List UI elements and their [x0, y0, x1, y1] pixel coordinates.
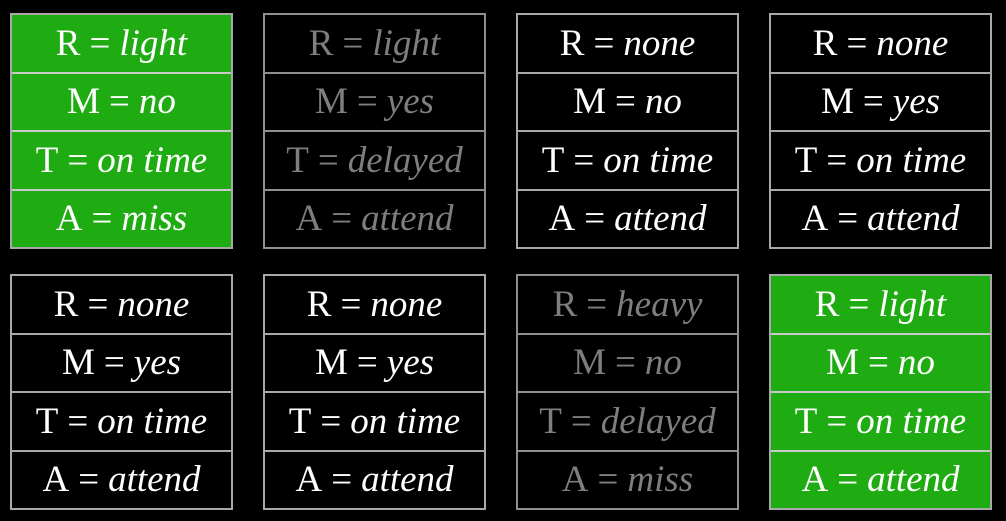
world-card-8 — [769, 274, 992, 510]
variable-value: miss — [627, 459, 694, 501]
equals-sign: = — [67, 400, 89, 442]
variable-label: T — [541, 139, 565, 181]
variable-label: M — [826, 342, 860, 384]
variable-value: light — [878, 283, 947, 325]
world-card-7 — [516, 274, 739, 510]
variable-value: on time — [97, 139, 208, 181]
variable-value: attend — [867, 198, 960, 240]
variable-value: heavy — [616, 283, 703, 325]
variable-label: T — [286, 139, 309, 181]
variable-value: on time — [97, 400, 208, 442]
variable-label: A — [55, 198, 83, 240]
assignment-row-r — [771, 15, 990, 72]
variable-label: T — [539, 400, 562, 442]
variable-value: none — [623, 22, 696, 64]
equals-sign: = — [586, 283, 608, 325]
assignment-row-a — [518, 450, 737, 509]
assignment-row-a — [265, 450, 484, 509]
variable-value: attend — [867, 459, 960, 501]
variable-label: A — [801, 198, 829, 240]
equals-sign: = — [837, 198, 859, 240]
variable-label: A — [42, 459, 70, 501]
variable-label: T — [794, 139, 818, 181]
variable-label: R — [559, 22, 585, 64]
variable-value: attend — [361, 459, 454, 501]
variable-value: no — [644, 342, 682, 384]
variable-label: M — [314, 342, 348, 384]
equals-sign: = — [109, 81, 130, 123]
equals-sign: = — [342, 22, 364, 64]
assignment-row-t — [12, 391, 231, 450]
equals-sign: = — [356, 342, 378, 384]
equals-sign: = — [584, 198, 606, 240]
assignment-row-t — [265, 391, 484, 450]
equals-sign: = — [826, 139, 848, 181]
variable-label: R — [306, 283, 332, 325]
equals-sign: = — [67, 139, 89, 181]
variable-label: R — [814, 283, 840, 325]
assignment-row-r — [12, 15, 231, 72]
variable-label: M — [67, 81, 101, 123]
variable-value: light — [119, 22, 188, 64]
equals-sign: = — [593, 22, 615, 64]
variable-label: R — [552, 283, 578, 325]
equals-sign: = — [573, 139, 595, 181]
assignment-row-a — [771, 450, 990, 509]
variable-value: attend — [361, 198, 454, 240]
world-card-3 — [516, 13, 739, 249]
world-card-1 — [10, 13, 233, 249]
assignment-row-r — [265, 276, 484, 333]
assignment-row-m — [518, 72, 737, 131]
equals-sign: = — [570, 400, 592, 442]
variable-label: A — [801, 459, 829, 501]
equals-sign: = — [597, 459, 619, 501]
variable-value: no — [897, 342, 935, 384]
world-card-5 — [10, 274, 233, 510]
variable-label: T — [288, 400, 312, 442]
variable-label: R — [55, 22, 81, 64]
variable-label: M — [61, 342, 95, 384]
variable-label: A — [295, 198, 323, 240]
equals-sign: = — [837, 459, 859, 501]
variable-value: on time — [856, 400, 967, 442]
assignment-row-m — [518, 333, 737, 392]
variable-label: R — [308, 22, 334, 64]
assignment-row-r — [518, 15, 737, 72]
assignment-row-a — [518, 189, 737, 248]
variable-label: M — [573, 81, 607, 123]
assignment-row-t — [518, 391, 737, 450]
equals-sign: = — [846, 22, 868, 64]
variable-value: none — [876, 22, 949, 64]
equals-sign: = — [331, 459, 353, 501]
assignment-row-r — [771, 276, 990, 333]
assignment-row-m — [12, 72, 231, 131]
assignment-row-a — [12, 189, 231, 248]
variable-value: yes — [133, 342, 182, 384]
equals-sign: = — [320, 400, 342, 442]
equals-sign: = — [317, 139, 339, 181]
assignment-row-r — [12, 276, 231, 333]
equals-sign: = — [78, 459, 100, 501]
equals-sign: = — [331, 198, 353, 240]
variable-value: on time — [856, 139, 967, 181]
assignment-row-m — [265, 72, 484, 131]
variable-value: on time — [350, 400, 461, 442]
variable-value: yes — [386, 342, 435, 384]
variable-label: T — [794, 400, 818, 442]
assignment-row-r — [518, 276, 737, 333]
equals-sign: = — [340, 283, 362, 325]
world-card-2 — [263, 13, 486, 249]
equals-sign: = — [87, 283, 109, 325]
variable-label: T — [35, 400, 59, 442]
variable-value: none — [370, 283, 443, 325]
assignment-row-a — [265, 189, 484, 248]
variable-value: light — [372, 22, 441, 64]
variable-label: A — [548, 198, 576, 240]
variable-value: delayed — [347, 139, 463, 181]
variable-label: M — [573, 342, 607, 384]
variable-value: no — [644, 81, 682, 123]
variable-value: none — [117, 283, 190, 325]
variable-label: R — [53, 283, 79, 325]
assignment-row-t — [12, 130, 231, 189]
assignment-row-t — [771, 391, 990, 450]
equals-sign: = — [356, 81, 378, 123]
assignment-row-t — [265, 130, 484, 189]
equals-sign: = — [848, 283, 870, 325]
variable-value: on time — [603, 139, 714, 181]
equals-sign: = — [91, 198, 113, 240]
variable-label: R — [812, 22, 838, 64]
equals-sign: = — [89, 22, 111, 64]
variable-value: no — [138, 81, 176, 123]
assignment-row-a — [771, 189, 990, 248]
equals-sign: = — [103, 342, 125, 384]
assignment-row-m — [265, 333, 484, 392]
assignment-row-t — [771, 130, 990, 189]
variable-label: A — [295, 459, 323, 501]
variable-value: yes — [386, 81, 435, 123]
variable-label: M — [314, 81, 348, 123]
variable-value: delayed — [600, 400, 716, 442]
variable-value: miss — [121, 198, 188, 240]
equals-sign: = — [615, 81, 636, 123]
assignment-row-m — [771, 333, 990, 392]
assignment-row-t — [518, 130, 737, 189]
equals-sign: = — [615, 342, 636, 384]
variable-label: A — [561, 459, 589, 501]
variable-value: yes — [892, 81, 941, 123]
assignment-row-m — [771, 72, 990, 131]
world-card-4 — [769, 13, 992, 249]
variable-value: attend — [614, 198, 707, 240]
assignment-row-a — [12, 450, 231, 509]
assignment-row-r — [265, 15, 484, 72]
world-card-6 — [263, 274, 486, 510]
variable-value: attend — [108, 459, 201, 501]
assignment-row-m — [12, 333, 231, 392]
equals-sign: = — [862, 81, 884, 123]
equals-sign: = — [826, 400, 848, 442]
variable-label: M — [820, 81, 854, 123]
variable-label: T — [35, 139, 59, 181]
equals-sign: = — [868, 342, 889, 384]
